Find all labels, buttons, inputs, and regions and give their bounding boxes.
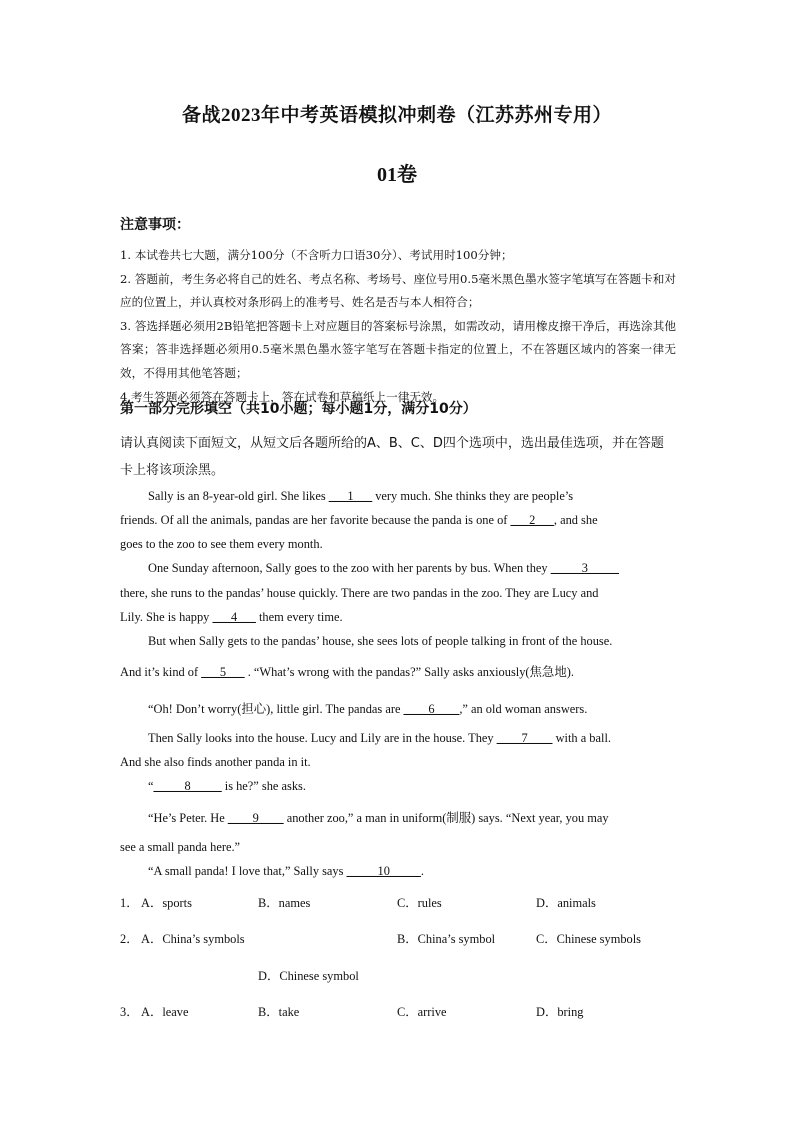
option-a: A．China’s symbols: [141, 932, 245, 946]
blank-3: _____3_____: [550, 561, 619, 575]
option-d: D．Chinese symbol: [258, 969, 359, 983]
option-b: B．take: [258, 1005, 300, 1019]
passage-line: Lily. She is happy ___4___ them every time.: [120, 610, 343, 624]
option-c: C．rules: [397, 896, 442, 910]
page-title: 备战2023年中考英语模拟冲刺卷（江苏苏州专用）: [181, 105, 612, 126]
question-number: 3．: [120, 1005, 139, 1019]
option-a: A．sports: [141, 896, 192, 910]
blank-5: ___5___: [201, 665, 245, 679]
blank-1: ___1___: [328, 489, 373, 503]
option-b: B．names: [258, 896, 311, 910]
option-d: D．bring: [536, 1005, 584, 1019]
passage-line: And she also finds another panda in it.: [120, 755, 311, 769]
notice-list: [120, 244, 676, 409]
passage-line: see a small panda here.”: [120, 840, 241, 854]
paper-number: 01卷: [377, 164, 417, 186]
blank-9: ____9____: [227, 811, 284, 825]
option-b: B．China’s symbol: [397, 932, 496, 946]
notice-item: 3. 答选择题必须用2B铅笔把答题卡上对应题目的答案标号涂黑，如需改动，请用橡皮擦干净后，再选涂其他答案；答非选择题必须用0.5毫米黑色墨水签字笔写在答题卡指定的位置上，不在答题区域内的答案一律无效，不得用其他笔答题；: [120, 318, 676, 380]
question-number: 2．: [120, 932, 139, 946]
blank-7: ____7____: [496, 731, 553, 745]
question-number: 1．: [120, 896, 139, 910]
notice-heading: 注意事项：: [120, 217, 190, 233]
passage-line: friends. Of all the animals, pandas are her favorite because the panda is one of ___2___, and she: [120, 513, 598, 527]
passage-line: Sally is an 8-year-old girl. She likes ___1___ very much. She thinks they are people’s: [148, 489, 574, 503]
option-c: C．Chinese symbols: [536, 932, 641, 946]
notice-item: 1. 本试卷共七大题，满分100分（不含听力口语30分）、考试用时100分钟；: [120, 248, 513, 262]
passage-line: goes to the zoo to see them every month.: [120, 537, 323, 551]
passage-line: “_____8_____ is he?” she asks.: [148, 779, 306, 793]
blank-10: _____10_____: [346, 864, 421, 878]
notice-item: 4.考生答题必须答在答题卡上，答在试卷和草稿纸上一律无效。: [120, 389, 445, 404]
blank-8: _____8_____: [153, 779, 222, 793]
option-d: D．animals: [536, 896, 596, 910]
option-c: C．arrive: [397, 1005, 447, 1019]
passage-line: And it’s kind of ___5___ . “What’s wrong with the pandas?” Sally asks anxiously(焦急地).: [120, 665, 574, 679]
passage-line: Then Sally looks into the house. Lucy and Lily are in the house. They ____7____ with a ball.: [148, 731, 611, 745]
passage-line: “Oh! Don’t worry(担心), little girl. The pandas are ____6____,” an old woman answers.: [148, 702, 588, 716]
passage-line: But when Sally gets to the pandas’ house, she sees lots of people talking in front of the house.: [148, 634, 613, 648]
blank-2: ___2___: [510, 513, 554, 527]
passage-line: “A small panda! I love that,” Sally says _____10_____.: [148, 864, 424, 878]
passage-line: there, she runs to the pandas’ house quickly. There are two pandas in the zoo. They are Lucy and: [120, 586, 599, 600]
part1-heading: 第一部分完形填空（共10小题；每小题1分，满分10分）: [120, 401, 477, 417]
passage-line: “He’s Peter. He ____9____ another zoo,” a man in uniform(制服) says. “Next year, you may: [148, 811, 609, 825]
option-a: A．leave: [141, 1005, 189, 1019]
notice-item: 2. 答题前，考生务必将自己的姓名、考点名称、考场号、座位号用0.5毫米黑色墨水签字笔填写在答题卡和对应的位置上，并认真校对条形码上的准考号、姓名是否与本人相符合；: [120, 271, 676, 310]
blank-6: ____6____: [403, 702, 460, 716]
part1-instruction: 请认真阅读下面短文，从短文后各题所给的A、B、C、D四个选项中，选出最佳选项，并在答题卡上将该项涂黑。: [120, 436, 664, 478]
passage-line: One Sunday afternoon, Sally goes to the zoo with her parents by bus. When they _____3_____: [148, 561, 619, 575]
blank-4: ___4___: [212, 610, 256, 624]
